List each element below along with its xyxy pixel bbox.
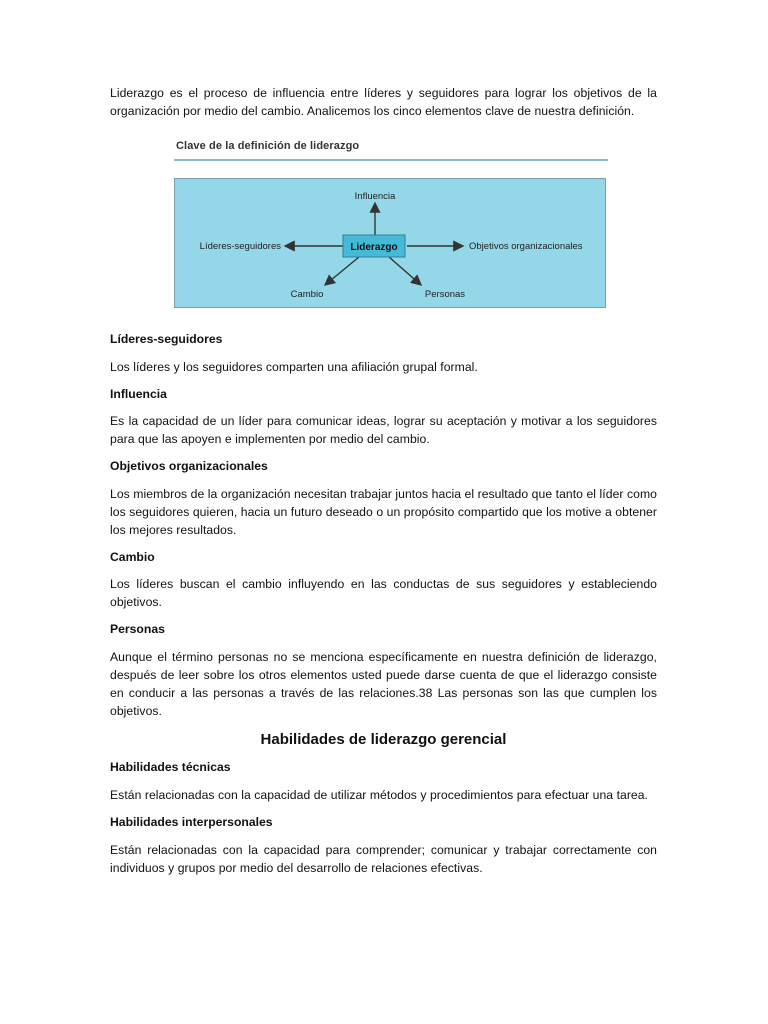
- label-cambio: Cambio: [290, 289, 324, 300]
- label-lideres-seguidores: Líderes-seguidores: [199, 241, 281, 252]
- section-heading-objetivos: Objetivos organizacionales: [110, 459, 268, 473]
- diagram-title: Clave de la definición de liderazgo: [176, 140, 360, 152]
- skills-heading-interpersonales: Habilidades interpersonales: [110, 815, 273, 829]
- section-body-cambio: Los líderes buscan el cambio influyendo en las conductas de sus seguidores y estableciendo objetivos.: [110, 577, 657, 609]
- diagram-title-rule: [174, 159, 608, 161]
- diagram-box: [174, 178, 606, 308]
- section-body-lideres: Los líderes y los seguidores comparten una afiliación grupal formal.: [110, 360, 478, 374]
- arrow-down-left: [325, 257, 359, 285]
- leadership-diagram: [172, 136, 608, 312]
- section-heading-cambio: Cambio: [110, 550, 155, 564]
- label-influencia: Influencia: [354, 191, 396, 202]
- section-heading-personas: Personas: [110, 622, 165, 636]
- skills-body-tecnicas: Están relacionadas con la capacidad de utilizar métodos y procedimientos para efectuar una tarea.: [110, 788, 649, 802]
- label-objetivos: Objetivos organizacionales: [469, 241, 583, 252]
- label-personas: Personas: [424, 289, 466, 300]
- section-body-influencia: Es la capacidad de un líder para comunicar ideas, lograr su aceptación y motivar a los seguidores para que las apoyen e implementen por medio del cambio.: [110, 414, 657, 446]
- section-heading-influencia: Influencia: [110, 387, 167, 401]
- intro-paragraph: Liderazgo es el proceso de influencia entre líderes y seguidores para lograr los objetivos de la organización por medio del cambio. Analicemos los cinco elementos clave de nuestra definición.: [110, 86, 657, 118]
- section-body-objetivos: Los miembros de la organización necesitan trabajar juntos hacia el resultado que tanto el líder como los seguidores quieren, hacia un futuro deseado o un propósito compartido que los motive a obtener los mejores resultados.: [110, 487, 657, 537]
- arrow-down-right: [389, 257, 421, 285]
- section-body-personas: Aunque el término personas no se menciona específicamente en nuestra definición de liderazgo, después de leer sobre los otros elementos usted puede darse cuenta de que el liderazgo consiste en conducir a las personas a través de las relaciones.38 Las personas son las que cumplen los objetivos.: [110, 650, 657, 718]
- center-label: Liderazgo: [350, 242, 398, 253]
- document-content: [110, 84, 657, 877]
- diagram-svg: [175, 179, 605, 307]
- skills-title: Habilidades de liderazgo gerencial: [260, 731, 507, 748]
- section-heading-lideres: Líderes-seguidores: [110, 332, 223, 346]
- skills-heading-tecnicas: Habilidades técnicas: [110, 760, 231, 774]
- skills-body-interpersonales: Están relacionadas con la capacidad para comprender; comunicar y trabajar correctamente con individuos y grupos por medio del desarrollo de relaciones efectivas.: [110, 843, 657, 875]
